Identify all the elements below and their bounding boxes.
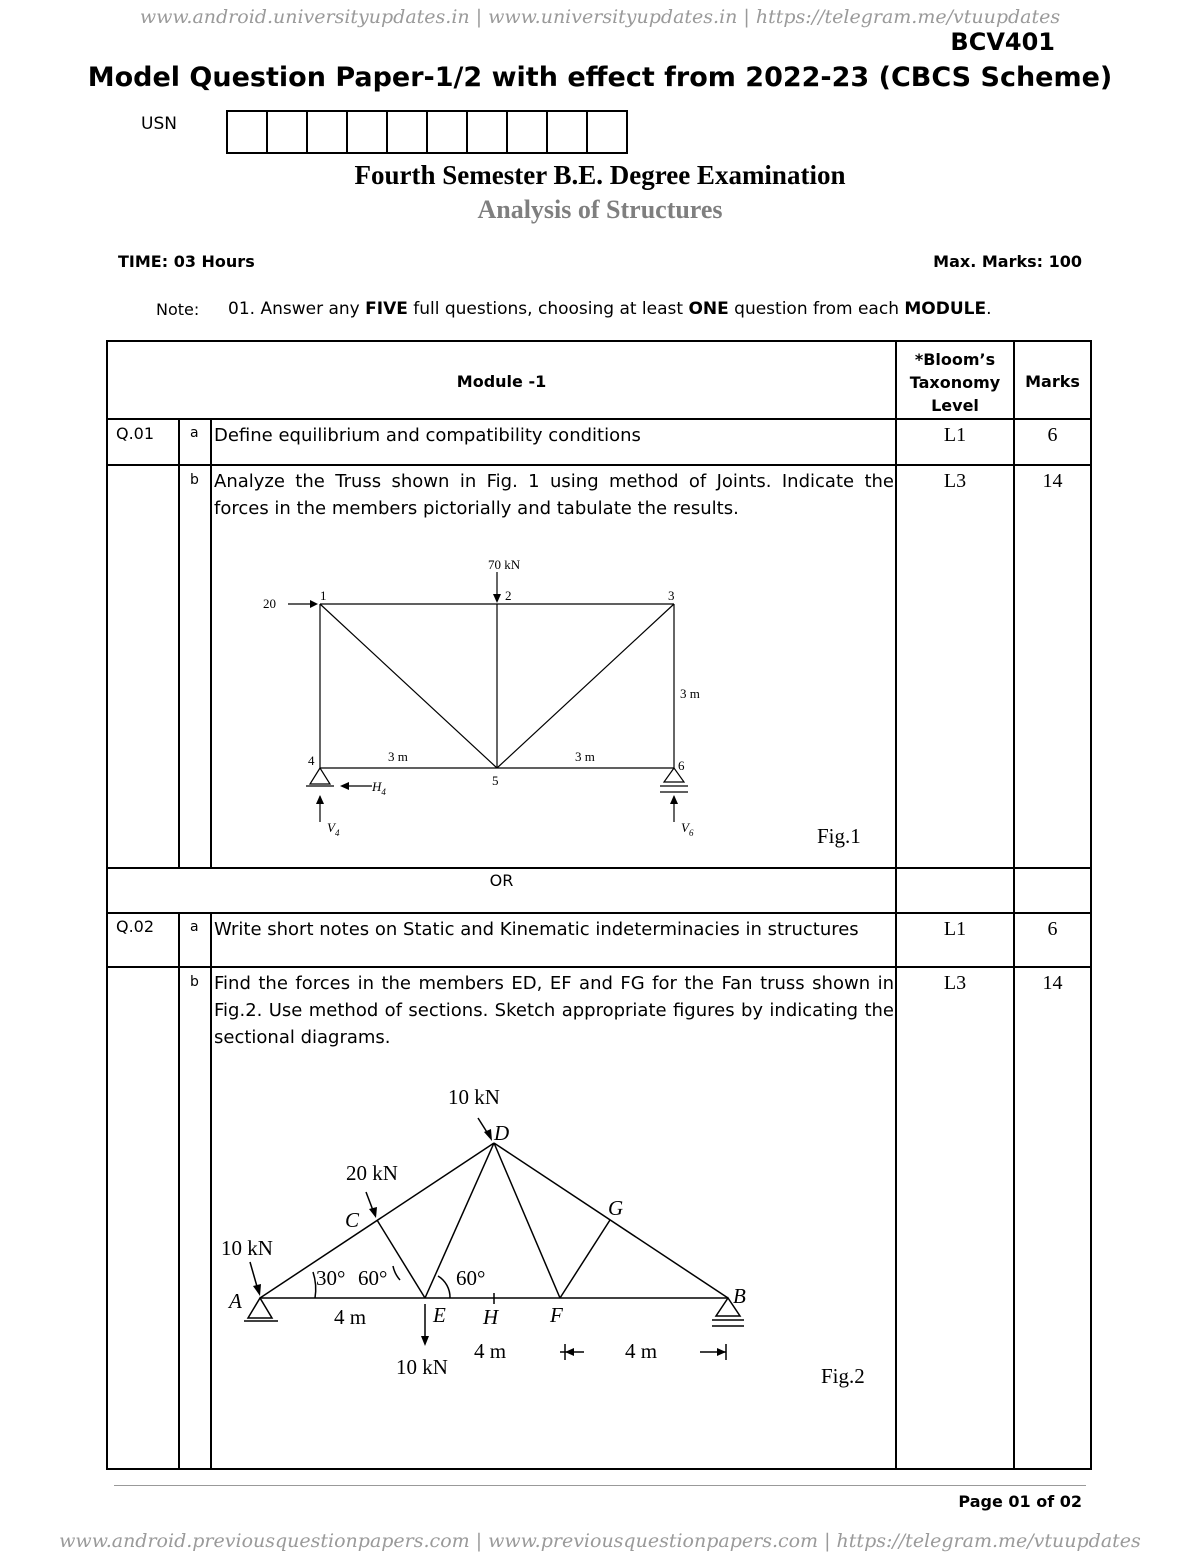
exam-title: Fourth Semester B.E. Degree Examination: [354, 160, 846, 190]
q2-number: Q.02: [116, 917, 155, 936]
paper-title: Model Question Paper-1/2 with effect from 2022-23 (CBCS Scheme): [87, 62, 1113, 93]
q2b-text: Find the forces in the members ED, EF and FG for the Fan truss shown in Fig.2. Use method of sections. Sketch appropriate figures by indicating the sectional diagrams.: [214, 973, 894, 1048]
q2b-marks: 14: [1042, 972, 1063, 994]
fig2-angle-60b: 60°: [456, 1266, 486, 1290]
usn-label: USN: [141, 114, 177, 134]
note-label: Note:: [156, 300, 200, 319]
fig1-v4: $V_4$: [327, 820, 340, 838]
fig2-load-a: 10 kN: [221, 1236, 273, 1260]
blooms-heading: *Bloom’s Taxonomy Level: [909, 350, 1001, 415]
q1b-marks: 14: [1042, 470, 1063, 492]
fig1-node-3: 3: [668, 588, 675, 603]
fig2-angle-60a: 60°: [358, 1266, 388, 1290]
q2a-text: Write short notes on Static and Kinematic indeterminacies in structures: [214, 919, 859, 940]
figure-1-truss: [212, 540, 892, 860]
fig2-load-c: 20 kN: [346, 1161, 398, 1185]
fig2-node-g: G: [608, 1196, 624, 1220]
q2b-level: L3: [943, 972, 967, 994]
fig2-node-f: F: [550, 1303, 563, 1327]
time-label: TIME: 03 Hours: [118, 252, 255, 271]
q1a-marks: 6: [1047, 424, 1058, 446]
fig2-node-b: B: [733, 1284, 746, 1308]
fig2-node-c: C: [345, 1208, 360, 1232]
subject-title: Analysis of Structures: [477, 195, 723, 224]
usn-box: [388, 112, 428, 152]
fig2-dim-3: 4 m: [625, 1339, 658, 1363]
q2a-letter: a: [190, 919, 199, 935]
fig1-v6: $V_6$: [681, 820, 694, 838]
usn-box: [508, 112, 548, 152]
fig1-dim-height: 3 m: [680, 686, 700, 701]
fig2-load-e: 10 kN: [396, 1355, 448, 1379]
fig2-dim-1: 4 m: [334, 1305, 367, 1329]
fig2-load-d: 10 kN: [448, 1085, 500, 1109]
fig1-dim-left: 3 m: [388, 749, 408, 764]
fig2-angle-30: 30°: [316, 1266, 346, 1290]
fig2-dim-2: 4 m: [474, 1339, 507, 1363]
q1a-letter: a: [190, 425, 199, 441]
q1b-letter: b: [190, 472, 199, 488]
watermark-bottom: www.android.previousquestionpapers.com | www.previousquestionpapers.com | https://telegram.me/vtuupdates: [59, 1530, 1141, 1552]
usn-box: [268, 112, 308, 152]
fig1-load-top: 70 kN: [488, 557, 521, 572]
fig2-node-a: A: [229, 1289, 242, 1313]
max-marks-label: Max. Marks: 100: [933, 252, 1082, 271]
fig1-node-2: 2: [505, 588, 512, 603]
q1b-level: L3: [943, 470, 967, 492]
usn-box: [468, 112, 508, 152]
usn-boxes: [226, 110, 628, 154]
q2a-level: L1: [943, 918, 967, 940]
fig1-caption: Fig.1: [817, 824, 861, 848]
fig1-dim-right: 3 m: [575, 749, 595, 764]
marks-heading: Marks: [1025, 372, 1080, 391]
fig1-h4: $H_4$: [372, 779, 386, 797]
fig1-load-left: 20: [263, 596, 276, 611]
module-heading: Module -1: [456, 372, 547, 391]
fig2-node-d: D: [494, 1121, 510, 1145]
usn-box: [428, 112, 468, 152]
q1a-text: Define equilibrium and compatibility conditions: [214, 425, 641, 446]
usn-box: [588, 112, 626, 152]
footer-rule: [114, 1485, 1086, 1486]
usn-box: [548, 112, 588, 152]
q2b-letter: b: [190, 974, 199, 990]
fig2-caption: Fig.2: [821, 1364, 865, 1388]
fig2-node-h: H: [483, 1305, 499, 1329]
fig1-node-4: 4: [308, 753, 315, 768]
fig2-node-e: E: [433, 1303, 446, 1327]
fig1-node-5: 5: [492, 773, 499, 788]
q1-number: Q.01: [116, 424, 155, 443]
q1a-level: L1: [943, 424, 967, 446]
usn-box: [308, 112, 348, 152]
note-text: 01. Answer any FIVE full questions, choosing at least ONE question from each MODULE.: [228, 299, 992, 319]
course-code: BCV401: [950, 28, 1055, 56]
fig1-node-6: 6: [678, 758, 685, 773]
figure-2-fan-truss: [212, 1080, 892, 1460]
usn-box: [228, 112, 268, 152]
or-separator: OR: [489, 871, 514, 890]
page-number: Page 01 of 02: [958, 1492, 1082, 1511]
fig1-node-1: 1: [320, 588, 327, 603]
q2a-marks: 6: [1047, 918, 1058, 940]
usn-box: [348, 112, 388, 152]
watermark-top: www.android.universityupdates.in | www.universityupdates.in | https://telegram.me/vtuupdates: [139, 6, 1061, 28]
q1b-text: Analyze the Truss shown in Fig. 1 using method of Joints. Indicate the forces in the members pictorially and tabulate the results.: [214, 471, 894, 519]
